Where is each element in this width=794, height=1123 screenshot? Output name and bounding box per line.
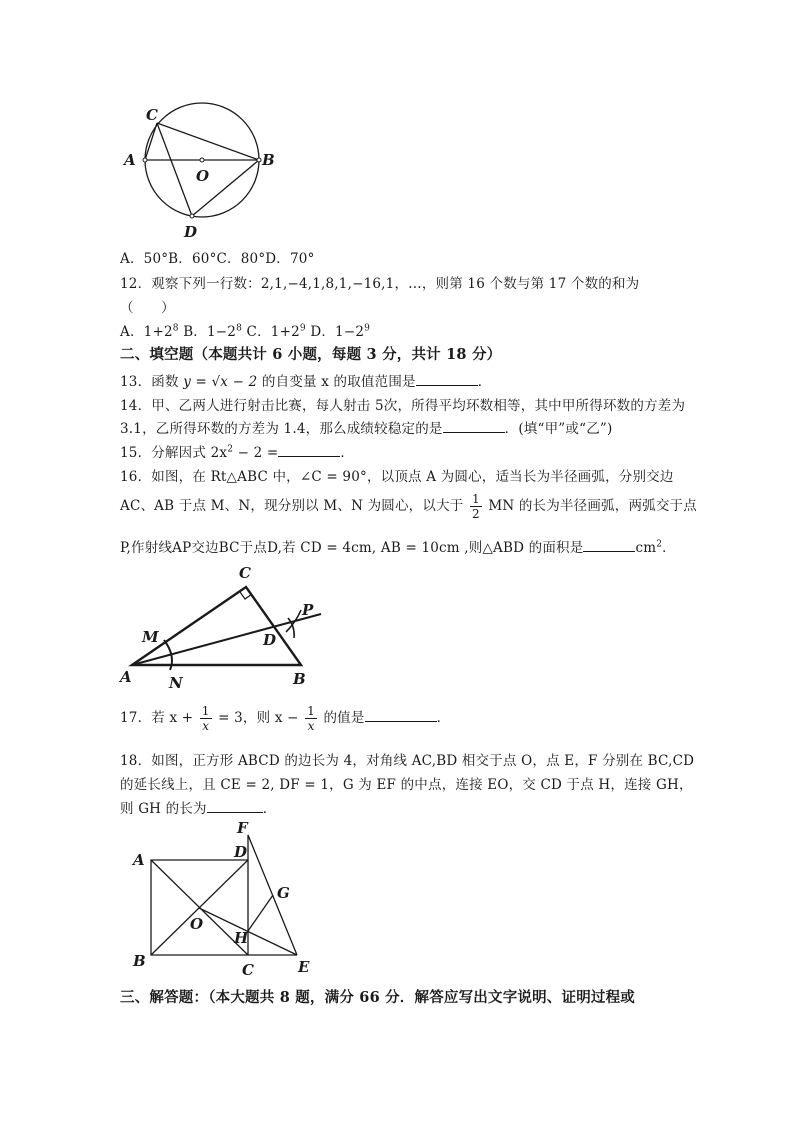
q17-text2: = 3，则 x − bbox=[218, 710, 299, 726]
q16-text: AC、AB 于点 M、N，现分别以 M、N 为圆心，以大于 bbox=[120, 498, 464, 514]
section-2-heading: 二、填空题（本题共计 6 小题，每题 3 分，共计 18 分） bbox=[120, 346, 502, 363]
q16-unit: cm bbox=[635, 540, 657, 556]
q15 bbox=[120, 441, 354, 461]
q17-fraction-2 bbox=[305, 704, 317, 733]
q14-end: ．(填“甲”或“乙”) bbox=[504, 421, 613, 437]
q16-line3 bbox=[120, 536, 676, 556]
label-b: B bbox=[262, 151, 275, 169]
q18-text: 则 GH 的长为 bbox=[120, 801, 207, 817]
label-c: C bbox=[242, 961, 254, 979]
q18-blank[interactable] bbox=[207, 800, 263, 813]
q12-option-a: A．1+2 bbox=[120, 324, 173, 340]
q16-line2 bbox=[120, 492, 697, 521]
q17-text3: 的值是 bbox=[323, 710, 365, 726]
q12-option-c-exp: 9 bbox=[299, 323, 306, 334]
ray-ap bbox=[132, 614, 321, 665]
label-f: F bbox=[237, 819, 248, 837]
point-o bbox=[200, 158, 204, 162]
square-figure bbox=[126, 818, 326, 980]
q12-paren: （ ） bbox=[120, 300, 175, 316]
q13 bbox=[120, 370, 491, 390]
q18-line1: 18．如图，正方形 ABCD 的边长为 4，对角线 AC,BD 相交于点 O，点 E，F 分别在 BC,CD bbox=[120, 753, 695, 769]
q17 bbox=[120, 704, 450, 733]
q16-line1: 16．如图，在 Rt△ABC 中，∠C = 90°，以顶点 A 为圆心，适当长为半径画弧，分别交边 bbox=[120, 469, 674, 485]
q16-frac-num: 1 bbox=[471, 492, 480, 506]
q12-option-c: C．1+2 bbox=[246, 324, 300, 340]
label-p: P bbox=[302, 601, 314, 619]
q17-end: ． bbox=[436, 710, 451, 726]
section-3-heading: 三、解答题：（本大题共 8 题，满分 66 分．解答应写出文字说明、证明过程或 bbox=[120, 989, 636, 1006]
q18-line2: 的延长线上，且 CE = 2, DF = 1，G 为 EF 的中点，连接 EO，交 CD 于点 H，连接 GH， bbox=[120, 777, 693, 793]
q17-frac2-den: x bbox=[307, 719, 315, 733]
chord-cd bbox=[157, 123, 192, 216]
q17-fraction-1 bbox=[200, 704, 212, 733]
q14-line1: 14．甲、乙两人进行射击比赛，每人射击 5次，所得平均环数相等，其中甲所得环数的方差为 bbox=[120, 398, 686, 414]
q12-option-b-exp: 8 bbox=[236, 323, 243, 334]
q15-exp: 2 bbox=[227, 444, 234, 455]
label-g: G bbox=[277, 884, 290, 902]
q13-label: 13．函数 bbox=[120, 374, 179, 390]
label-a: A bbox=[133, 851, 145, 869]
circle-figure bbox=[118, 100, 288, 240]
q15-text2: − 2 = bbox=[233, 445, 279, 461]
label-h: H bbox=[234, 929, 249, 947]
q16-fraction bbox=[470, 492, 482, 521]
q13-text: 的自变量 x 的取值范围是 bbox=[261, 374, 416, 390]
q12-options bbox=[120, 320, 370, 340]
q15-end: ． bbox=[340, 445, 355, 461]
label-b: B bbox=[133, 952, 146, 970]
q12-stem: 12．观察下列一行数：2,1,−4,1,8,1,−16,1，…，则第 16 个数与第 17 个数的和为 bbox=[120, 276, 640, 292]
q18-end: ． bbox=[262, 801, 277, 817]
label-b: B bbox=[293, 670, 306, 688]
q13-blank[interactable] bbox=[416, 373, 478, 386]
q11-options: A．50°B．60°C．80°D．70° bbox=[120, 251, 315, 267]
q12-option-d: D．1−2 bbox=[310, 324, 365, 340]
label-a: A bbox=[120, 668, 132, 686]
label-o: O bbox=[190, 915, 204, 933]
label-d: D bbox=[263, 631, 277, 649]
q15-blank[interactable] bbox=[278, 444, 340, 457]
q16-unit-exp: 2 bbox=[656, 539, 663, 550]
q16-text2: MN 的长为半径画弧，两弧交于点 bbox=[488, 498, 697, 514]
label-m: M bbox=[142, 628, 159, 646]
q16-frac-den: 2 bbox=[471, 507, 480, 521]
label-n: N bbox=[169, 674, 183, 692]
q17-frac1-num: 1 bbox=[201, 704, 210, 718]
label-d: D bbox=[234, 843, 248, 861]
label-c: C bbox=[239, 564, 251, 582]
q12-option-a-exp: 8 bbox=[172, 323, 179, 334]
point-d bbox=[190, 214, 194, 218]
q16-end: ． bbox=[662, 540, 676, 556]
label-e: E bbox=[298, 958, 310, 976]
chord-cb bbox=[157, 123, 259, 160]
q12-option-b: B．1−2 bbox=[183, 324, 237, 340]
q18-line3 bbox=[120, 797, 276, 817]
label-d: D bbox=[184, 223, 198, 240]
q14-line2 bbox=[120, 417, 612, 437]
q13-end: ． bbox=[477, 374, 492, 390]
point-b bbox=[257, 158, 261, 162]
q17-frac1-den: x bbox=[202, 719, 210, 733]
segment-hg bbox=[248, 895, 273, 931]
q17-blank[interactable] bbox=[365, 709, 437, 722]
q14-text: 3.1，乙所得环数的方差为 1.4，那么成绩较稳定的是 bbox=[120, 421, 443, 437]
label-o: O bbox=[196, 167, 210, 185]
chord-ca bbox=[145, 123, 157, 160]
q17-frac2-num: 1 bbox=[307, 704, 315, 718]
q16-blank[interactable] bbox=[583, 539, 635, 552]
triangle-figure bbox=[118, 560, 333, 692]
q15-text: 15．分解因式 2x bbox=[120, 445, 228, 461]
point-a bbox=[143, 158, 147, 162]
q14-blank[interactable] bbox=[443, 420, 505, 433]
label-a: A bbox=[124, 151, 136, 169]
q12-option-d-exp: 9 bbox=[364, 323, 371, 334]
q13-formula: y = √x − 2 bbox=[183, 374, 258, 390]
q16-text3: P,作射线AP交边BC于点D,若 CD = 4cm, AB = 10cm ,则△ABD 的面积是 bbox=[120, 540, 584, 556]
q17-text: 17．若 x + bbox=[120, 710, 194, 726]
label-c: C bbox=[146, 106, 158, 124]
